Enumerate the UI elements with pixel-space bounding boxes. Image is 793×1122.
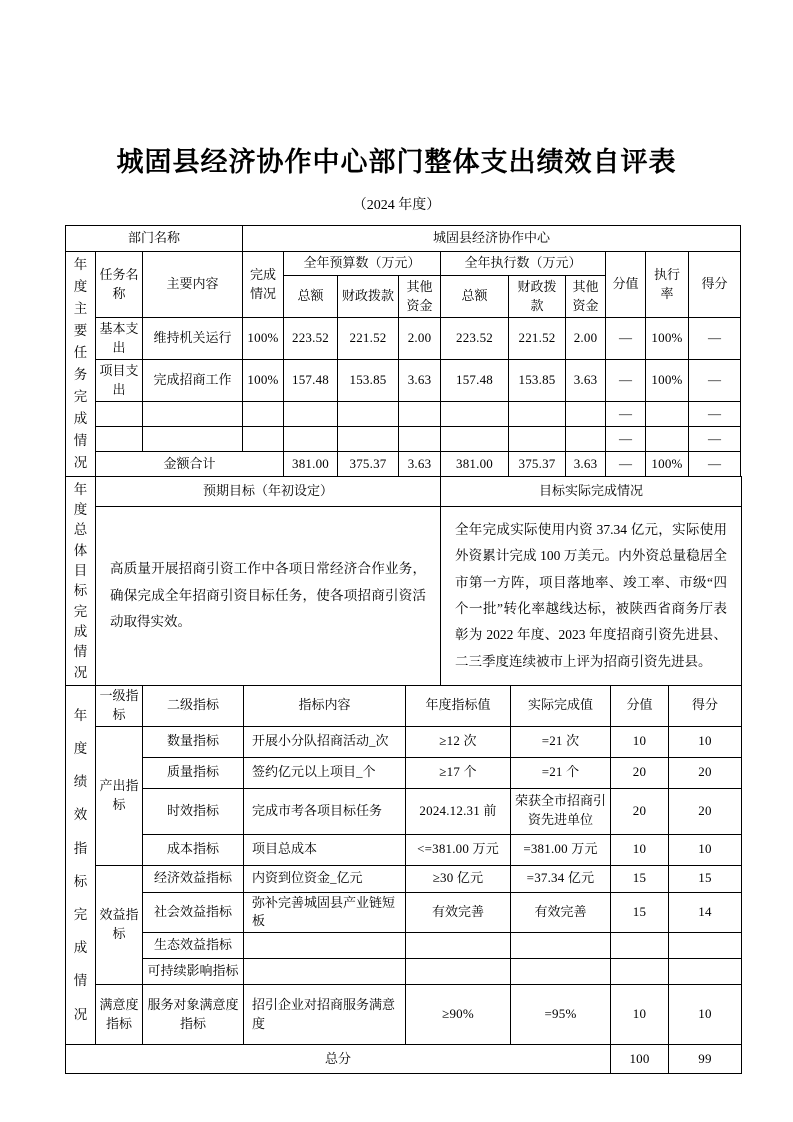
cell-actual: =21 个 (511, 757, 611, 788)
cell-task (96, 427, 143, 452)
cell-actual: =95% (511, 985, 611, 1045)
cell-value: — (606, 427, 646, 452)
cell-score: 10 (669, 834, 742, 865)
cell-score: 15 (669, 865, 742, 892)
cell-budget-total: 223.52 (284, 318, 338, 360)
col-header-expected-goal: 预期目标（年初设定） (96, 477, 441, 507)
indicators-table (65, 685, 742, 1074)
table-row (66, 757, 742, 788)
cell-target: ≥30 亿元 (406, 865, 511, 892)
col-header-actual-value: 实际完成值 (511, 685, 611, 726)
cell-score (669, 959, 742, 985)
cell-secondary: 生态效益指标 (143, 933, 244, 959)
cell-exec-rate: 100% (646, 318, 689, 360)
cell-exec-fiscal: 375.37 (509, 452, 566, 477)
col-header-exec-total: 总额 (441, 276, 509, 318)
cell-content: 签约亿元以上项目_个 (244, 757, 406, 788)
cell-content: 内资到位资金_亿元 (244, 865, 406, 892)
col-header-indicator-content: 指标内容 (244, 685, 406, 726)
col-header-exec-other: 其他资金 (566, 276, 606, 318)
cell-content: 弥补完善城固县产业链短板 (244, 892, 406, 933)
cell-budget-other: 3.63 (399, 452, 441, 477)
col-header-score: 得分 (669, 685, 742, 726)
actual-completion-text: 全年完成实际使用内资 37.34 亿元，实际使用外资累计完成 100 万美元。内外资总量稳居全市第一方阵，项目落地率、竣工率、市级“四个一批”转化率越线达标，被陕西省商务厅表彰为 2022 年度、2023 年度招商引资先进县、二三季度连续被市上评为招商引资先进县。 (441, 507, 742, 686)
table-row (66, 892, 742, 933)
col-header-value: 分值 (606, 252, 646, 318)
cell-content (244, 959, 406, 985)
col-header-task-name: 任务名称 (96, 252, 143, 318)
cell-budget-other: 2.00 (399, 318, 441, 360)
cell-budget-total (284, 402, 338, 427)
dept-name-label: 部门名称 (66, 226, 243, 252)
cell-score (669, 933, 742, 959)
cell-content: 完成招商工作 (143, 360, 243, 402)
cell-score: 20 (669, 757, 742, 788)
cell-actual: =381.00 万元 (511, 834, 611, 865)
cell-secondary: 数量指标 (143, 726, 244, 757)
cell-secondary: 时效指标 (143, 788, 244, 834)
group-label-satisfaction: 满意度指标 (96, 985, 143, 1045)
table-row (66, 402, 741, 427)
cell-completion (243, 402, 284, 427)
cell-value: — (606, 452, 646, 477)
cell-completion: 100% (243, 318, 284, 360)
amount-total-label: 金额合计 (96, 452, 284, 477)
table-row (66, 933, 742, 959)
page-title: 城固县经济协作中心部门整体支出绩效自评表 (116, 147, 677, 177)
col-header-budget-total: 总额 (284, 276, 338, 318)
cell-secondary: 社会效益指标 (143, 892, 244, 933)
cell-budget-fiscal (338, 427, 399, 452)
cell-content: 完成市考各项目标任务 (244, 788, 406, 834)
cell-actual (511, 933, 611, 959)
expected-goal-text: 高质量开展招商引资工作中各项日常经济合作业务，确保完成全年招商引资目标任务，使各项招商引资活动取得实效。 (96, 507, 441, 686)
cell-secondary: 可持续影响指标 (143, 959, 244, 985)
cell-content (143, 402, 243, 427)
cell-budget-fiscal: 375.37 (338, 452, 399, 477)
table-row (66, 959, 742, 985)
cell-actual: =37.34 亿元 (511, 865, 611, 892)
cell-content: 开展小分队招商活动_次 (244, 726, 406, 757)
cell-value: 20 (611, 788, 669, 834)
section-label-annual-tasks: 年 度 主 要 任 务 完 成 情 况 (66, 252, 96, 477)
dept-name-value: 城固县经济协作中心 (243, 226, 741, 252)
cell-budget-fiscal: 221.52 (338, 318, 399, 360)
col-header-exec-group: 全年执行数（万元） (441, 252, 606, 276)
cell-exec-rate (646, 427, 689, 452)
col-header-budget-other: 其他资金 (399, 276, 441, 318)
table-row-grand-total (66, 1045, 742, 1074)
cell-exec-total (441, 402, 509, 427)
cell-score: — (689, 318, 741, 360)
cell-completion: 100% (243, 360, 284, 402)
cell-score: 10 (669, 985, 742, 1045)
cell-value: — (606, 318, 646, 360)
table-row (66, 788, 742, 834)
section-label-indicators: 年 度 绩 效 指 标 完 成 情 况 (66, 685, 96, 1044)
cell-target: ≥90% (406, 985, 511, 1045)
cell-exec-rate (646, 402, 689, 427)
cell-exec-fiscal (509, 427, 566, 452)
cell-exec-other: 2.00 (566, 318, 606, 360)
cell-target: <=381.00 万元 (406, 834, 511, 865)
cell-exec-total: 157.48 (441, 360, 509, 402)
grand-total-score: 99 (669, 1045, 742, 1074)
cell-exec-rate: 100% (646, 360, 689, 402)
page-subtitle: （2024 年度） (352, 198, 441, 213)
cell-score: 10 (669, 726, 742, 757)
cell-score: — (689, 452, 741, 477)
col-header-secondary-indicator: 二级指标 (143, 685, 244, 726)
col-header-exec-fiscal: 财政拨款 (509, 276, 566, 318)
cell-completion (243, 427, 284, 452)
table-row (66, 360, 741, 402)
cell-value (611, 933, 669, 959)
cell-exec-total: 381.00 (441, 452, 509, 477)
col-header-primary-indicator: 一级指标 (96, 685, 143, 726)
cell-value: — (606, 402, 646, 427)
cell-exec-other: 3.63 (566, 360, 606, 402)
cell-score: — (689, 360, 741, 402)
cell-task: 基本支出 (96, 318, 143, 360)
cell-budget-other (399, 427, 441, 452)
cell-value: — (606, 360, 646, 402)
table-row (66, 318, 741, 360)
col-header-completion: 完成情况 (243, 252, 284, 318)
cell-actual: =21 次 (511, 726, 611, 757)
cell-exec-other (566, 402, 606, 427)
cell-exec-fiscal: 153.85 (509, 360, 566, 402)
cell-budget-other (399, 402, 441, 427)
annual-tasks-table (65, 225, 741, 477)
cell-exec-other: 3.63 (566, 452, 606, 477)
cell-score: 20 (669, 788, 742, 834)
cell-content: 维持机关运行 (143, 318, 243, 360)
cell-value: 20 (611, 757, 669, 788)
cell-budget-fiscal (338, 402, 399, 427)
cell-exec-rate: 100% (646, 452, 689, 477)
cell-task: 项目支出 (96, 360, 143, 402)
col-header-annual-target: 年度指标值 (406, 685, 511, 726)
col-header-value: 分值 (611, 685, 669, 726)
cell-actual (511, 959, 611, 985)
table-row (66, 726, 742, 757)
cell-target: 有效完善 (406, 892, 511, 933)
table-row (66, 865, 742, 892)
col-header-budget-group: 全年预算数（万元） (284, 252, 441, 276)
cell-secondary: 服务对象满意度指标 (143, 985, 244, 1045)
cell-secondary: 经济效益指标 (143, 865, 244, 892)
cell-actual: 有效完善 (511, 892, 611, 933)
table-row-amount-total (66, 452, 741, 477)
table-row (66, 834, 742, 865)
grand-total-label: 总分 (66, 1045, 611, 1074)
table-row (66, 427, 741, 452)
col-header-exec-rate: 执行率 (646, 252, 689, 318)
grand-total-value: 100 (611, 1045, 669, 1074)
cell-score: — (689, 402, 741, 427)
cell-score: — (689, 427, 741, 452)
table-row (66, 985, 742, 1045)
col-header-budget-fiscal: 财政拨款 (338, 276, 399, 318)
self-evaluation-table (65, 225, 741, 1074)
cell-budget-total: 381.00 (284, 452, 338, 477)
cell-value: 15 (611, 865, 669, 892)
cell-target: ≥17 个 (406, 757, 511, 788)
col-header-actual-completion: 目标实际完成情况 (441, 477, 742, 507)
group-label-benefit: 效益指标 (96, 865, 143, 985)
cell-task (96, 402, 143, 427)
cell-budget-fiscal: 153.85 (338, 360, 399, 402)
col-header-score: 得分 (689, 252, 741, 318)
cell-content (244, 933, 406, 959)
cell-value: 10 (611, 985, 669, 1045)
group-label-output: 产出指标 (96, 726, 143, 865)
cell-target: 2024.12.31 前 (406, 788, 511, 834)
cell-exec-total: 223.52 (441, 318, 509, 360)
cell-secondary: 成本指标 (143, 834, 244, 865)
cell-content: 招引企业对招商服务满意度 (244, 985, 406, 1045)
cell-secondary: 质量指标 (143, 757, 244, 788)
cell-target (406, 933, 511, 959)
cell-exec-total (441, 427, 509, 452)
cell-exec-fiscal (509, 402, 566, 427)
cell-exec-other (566, 427, 606, 452)
cell-budget-other: 3.63 (399, 360, 441, 402)
cell-actual: 荣获全市招商引资先进单位 (511, 788, 611, 834)
cell-content: 项目总成本 (244, 834, 406, 865)
cell-value: 10 (611, 834, 669, 865)
cell-target: ≥12 次 (406, 726, 511, 757)
cell-value: 10 (611, 726, 669, 757)
cell-budget-total (284, 427, 338, 452)
cell-score: 14 (669, 892, 742, 933)
cell-exec-fiscal: 221.52 (509, 318, 566, 360)
section-label-annual-goal: 年 度 总 体 目 标 完 成 情 况 (66, 477, 96, 686)
cell-budget-total: 157.48 (284, 360, 338, 402)
col-header-main-content: 主要内容 (143, 252, 243, 318)
annual-goal-table (65, 476, 742, 686)
cell-value (611, 959, 669, 985)
cell-target (406, 959, 511, 985)
cell-value: 15 (611, 892, 669, 933)
cell-content (143, 427, 243, 452)
